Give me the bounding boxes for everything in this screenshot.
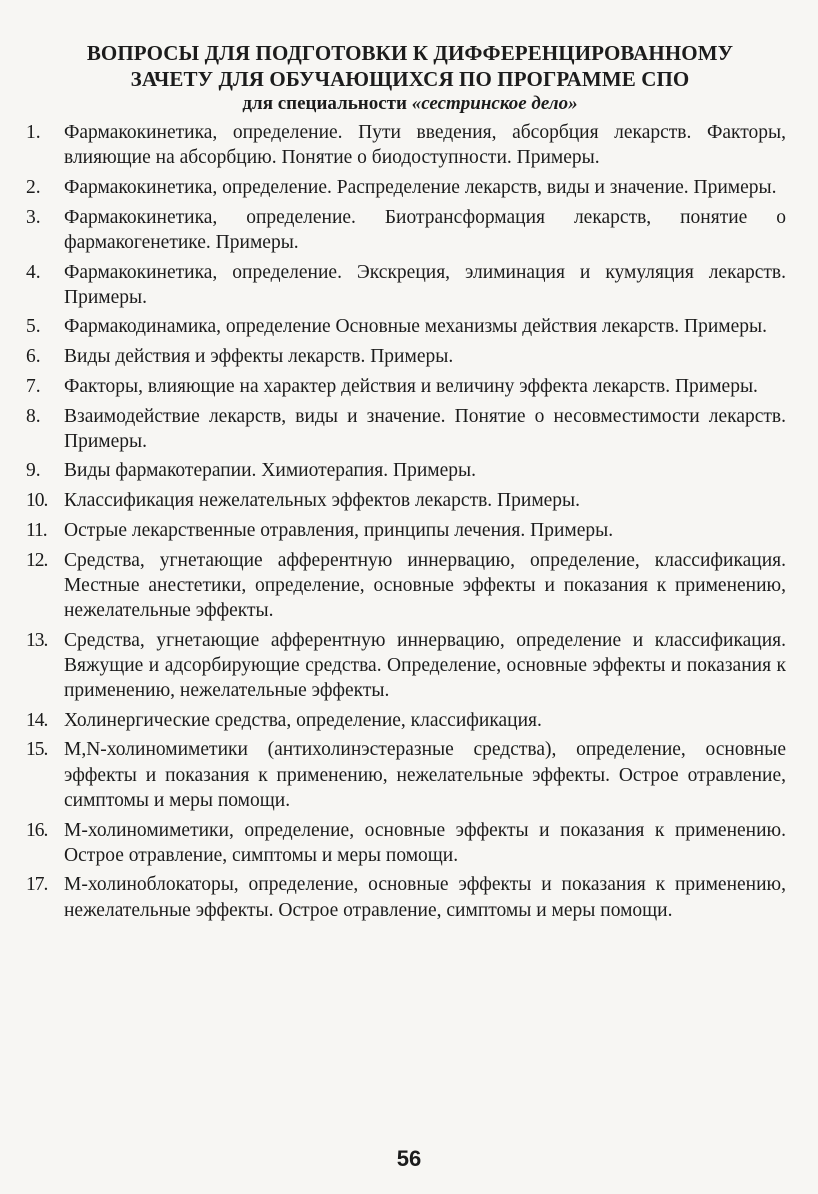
subtitle-prefix: для специальности (242, 93, 412, 114)
question-text: Фармакокинетика, определение. Пути введения, абсорбция лекарств. Факторы, влияющие на абсорбцию. Понятие о биодоступности. Примеры. (64, 122, 786, 169)
question-text: Острые лекарственные отравления, принципы лечения. Примеры. (64, 519, 614, 541)
title-line-1: ВОПРОСЫ ДЛЯ ПОДГОТОВКИ К ДИФФЕРЕНЦИРОВАННОМУ (86, 41, 734, 65)
question-number: 2. (26, 176, 41, 198)
question-number: 7. (26, 375, 41, 397)
subtitle-specialty: «сестринское дело» (411, 93, 578, 114)
question-text: Классификация нежелательных эффектов лекарств. Примеры. (64, 490, 581, 512)
question-item (26, 518, 786, 543)
question-text: Фармакокинетика, определение. Распределение лекарств, виды и значение. Примеры. (64, 176, 777, 198)
question-text: Фармакокинетика, определение. Биотрансформация лекарств, понятие о фармакогенетике. Примеры. (64, 206, 786, 253)
question-number: 15. (26, 739, 48, 761)
question-text: Фармакодинамика, определение Основные механизмы действия лекарств. Примеры. (64, 316, 768, 338)
question-number: 13. (26, 629, 48, 651)
question-item (26, 205, 786, 255)
question-text: Виды действия и эффекты лекарств. Примеры. (64, 346, 454, 368)
question-item (26, 548, 786, 624)
question-number: 4. (26, 261, 41, 283)
question-text: Средства, угнетающие афферентную иннервацию, определение, классификация. Местные анестетики, определение, основные эффекты и показания к применению, нежелательные эффекты. (64, 549, 786, 621)
question-item (26, 737, 786, 813)
question-text: Средства, угнетающие афферентную иннервацию, определение и классификация. Вяжущие и адсорбирующие средства. Определение, основные эффекты и показания к применению, нежелательные эффекты. (64, 629, 786, 702)
question-item (26, 344, 786, 369)
question-number: 11. (26, 519, 47, 541)
question-item (26, 818, 786, 868)
question-number: 3. (26, 206, 41, 228)
question-number: 1. (26, 122, 41, 143)
question-number: 14. (26, 709, 48, 731)
question-text: Факторы, влияющие на характер действия и величину эффекта лекарств. Примеры. (64, 375, 758, 397)
question-text: М-холиномиметики, определение, основные эффекты и показания к применению. Острое отравление, симптомы и меры помощи. (64, 819, 786, 866)
question-text: Взаимодействие лекарств, виды и значение. Понятие о несовместимости лекарств. Примеры. (64, 405, 786, 452)
question-item (26, 175, 786, 200)
question-number: 16. (26, 819, 48, 841)
subtitle (30, 92, 790, 116)
title-line-2: ЗАЧЕТУ ДЛЯ ОБУЧАЮЩИХСЯ ПО ПРОГРАММЕ СПО (130, 67, 690, 91)
question-item (26, 314, 786, 339)
question-text: М,N-холиномиметики (антихолинэстеразные средства), определение, основные эффекты и показания к применению, нежелательные эффекты. Острое отравление, симптомы и меры помощи. (64, 739, 786, 811)
page-number: 56 (396, 1146, 422, 1171)
question-number: 9. (26, 460, 41, 482)
question-text: М-холиноблокаторы, определение, основные эффекты и показания к применению, нежелательные эффекты. Острое отравление, симптомы и меры помощи. (64, 874, 786, 921)
question-text: Фармакокинетика, определение. Экскреция, элиминация и кумуляция лекарств. Примеры. (64, 261, 786, 308)
question-number: 17. (26, 874, 48, 896)
question-text: Холинергические средства, определение, классификация. (64, 709, 542, 731)
question-item (26, 120, 786, 170)
question-item (26, 404, 786, 454)
question-number: 6. (26, 346, 41, 368)
question-number: 5. (26, 316, 41, 338)
question-item (26, 374, 786, 399)
question-text: Виды фармакотерапии. Химиотерапия. Примеры. (64, 460, 476, 482)
question-item (26, 628, 786, 704)
question-number: 10. (26, 490, 48, 512)
question-number: 8. (26, 405, 41, 427)
question-number: 12. (26, 549, 48, 571)
header (30, 40, 790, 116)
question-list (26, 120, 786, 927)
question-item (26, 872, 786, 922)
question-item (26, 708, 786, 733)
question-item (26, 260, 786, 310)
question-item (26, 488, 786, 513)
question-item (26, 458, 786, 483)
